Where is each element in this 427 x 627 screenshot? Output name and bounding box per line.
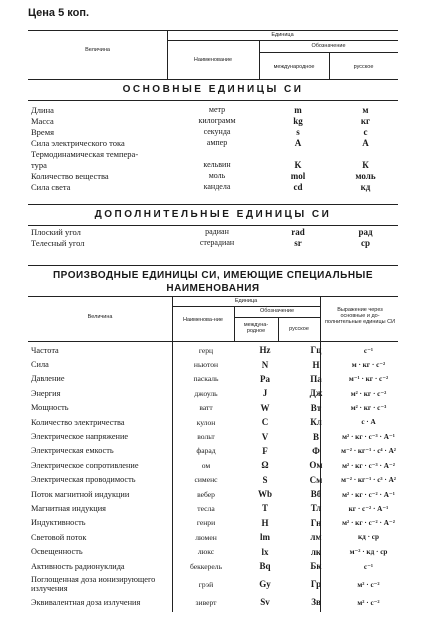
derived-row-n-cell: вебер (197, 489, 215, 499)
base-row-q-cell: Сила света (31, 181, 71, 192)
derived-header-russian: русское (289, 326, 309, 332)
header-international: международное (273, 64, 315, 70)
derived-row-n-cell: вольт (197, 432, 215, 442)
base-row-n-cell: ампер (206, 138, 228, 147)
header-designation: Обозначение (311, 43, 346, 49)
header-russian: русское (353, 64, 374, 70)
derived-row-e-cell: с⁻¹ (363, 562, 374, 571)
base-row-r-cell: кг (360, 115, 371, 126)
derived-row-q-cell: Поглощенная доза ионизирующего излучения (31, 575, 156, 594)
base-row-q-cell: Масса (31, 115, 54, 126)
derived-row-r-cell: См (309, 474, 323, 485)
derived-row-e-cell: м² · кг · с⁻² · А⁻² (342, 519, 395, 528)
derived-row (28, 343, 398, 357)
derived-row-n-cell: фарад (196, 446, 216, 456)
supp-row-q-cell: Плоский угол (31, 226, 81, 237)
base-rows (28, 104, 398, 192)
derived-row-n-cell: паскаль (193, 374, 219, 384)
derived-row-i-cell: Ω (261, 460, 269, 471)
derived-table-header (28, 296, 398, 342)
derived-row (28, 573, 398, 595)
base-section-title: ОСНОВНЫЕ ЕДИНИЦЫ СИ (122, 84, 304, 95)
derived-row (28, 401, 398, 415)
derived-row (28, 501, 398, 515)
derived-row (28, 595, 398, 609)
derived-row-e-cell: м² · кг · с⁻³ (350, 404, 387, 413)
derived-row-q-cell: Электрическое сопротивление (31, 460, 139, 470)
derived-row-r-cell: лм (310, 532, 322, 543)
derived-row-n-cell: генри (196, 518, 216, 528)
derived-row-r-cell: Ом (309, 460, 323, 471)
derived-header-expression: Выражение через основные и до-полнительные единицы СИ (324, 307, 396, 325)
base-row-i-cell: s (296, 126, 300, 137)
base-row-i-cell: cd (293, 181, 303, 192)
derived-header-international: междуна-родное (243, 322, 269, 334)
base-row (28, 104, 398, 115)
base-row-r-cell: А (362, 137, 369, 148)
base-row-i-cell: A (294, 137, 302, 148)
base-row-q-cell: тура (31, 159, 47, 170)
base-row (28, 159, 398, 170)
derived-row-e-cell: м² · кг · с⁻³ · А⁻¹ (342, 433, 395, 442)
derived-row-i-cell: W (260, 402, 270, 413)
derived-title-line1: ПРОИЗВОДНЫЕ ЕДИНИЦЫ СИ, ИМЕЮЩИЕ СПЕЦИАЛЬНЫЕ (52, 270, 373, 281)
derived-row (28, 530, 398, 544)
derived-row-q-cell: Магнитная индукция (31, 503, 106, 513)
derived-row-n-cell: грэй (198, 579, 214, 589)
derived-row-n-cell: люмен (195, 532, 217, 542)
derived-rows (28, 343, 398, 610)
derived-row-r-cell: Вт (310, 402, 322, 413)
base-row-n-cell: кандела (203, 182, 231, 191)
derived-row-r-cell: Кл (310, 417, 322, 428)
derived-row-r-cell: Гн (310, 517, 322, 528)
derived-row-q-cell: Световой поток (31, 532, 87, 542)
base-title-band (28, 79, 398, 101)
base-row (28, 126, 398, 137)
derived-row-r-cell: Вб (310, 489, 322, 500)
derived-row-r-cell: Дж (309, 388, 323, 399)
derived-row-e-cell: м⁻¹ · кг · с⁻² (348, 375, 389, 384)
supp-row (28, 226, 398, 237)
derived-row-e-cell: м² · с⁻² (357, 580, 380, 589)
derived-row-n-cell: ньютон (193, 360, 219, 370)
derived-row-e-cell: м² · кг · с⁻³ · А⁻² (342, 461, 395, 470)
derived-row-e-cell: м² · кг · с⁻² · А⁻¹ (342, 490, 395, 499)
supp-row-q-cell: Телесный угол (31, 237, 85, 248)
base-row-r-cell: моль (355, 170, 376, 181)
supp-row-r-cell: ср (361, 237, 370, 248)
supp-row-i-cell: sr (294, 237, 302, 248)
derived-row-e-cell: с⁻¹ (363, 346, 374, 355)
derived-row-e-cell: м · кг · с⁻² (351, 361, 386, 370)
derived-row-i-cell: lm (260, 532, 270, 543)
price-label: Цена 5 коп. (28, 7, 90, 19)
header-name: Наименование (193, 57, 233, 63)
derived-row-i-cell: V (261, 431, 269, 442)
derived-row-q-cell: Поток магнитной индукции (31, 489, 130, 499)
base-row (28, 170, 398, 181)
derived-row-q-cell: Электрическая проводимость (31, 475, 136, 485)
base-row-q-cell: Длина (31, 104, 54, 115)
derived-row-r-cell: Зв (311, 597, 321, 608)
supp-rows (28, 226, 398, 248)
derived-row-e-cell: м² · кг · с⁻² (350, 389, 387, 398)
derived-row-r-cell: Тл (310, 503, 322, 514)
derived-row-n-cell: сименс (194, 475, 218, 485)
derived-row-n-cell: тесла (197, 503, 215, 513)
derived-row-i-cell: Gy (259, 579, 271, 590)
supp-section-title: ДОПОЛНИТЕЛЬНЫЕ ЕДИНИЦЫ СИ (94, 209, 332, 220)
derived-row-i-cell: Hz (259, 345, 271, 356)
derived-row-q-cell: Электрическая емкость (31, 446, 114, 456)
derived-row-i-cell: T (261, 503, 268, 514)
base-row-r-cell: с (363, 126, 368, 137)
base-row-i-cell: kg (293, 115, 303, 126)
derived-row-q-cell: Эквивалентная доза излучения (31, 597, 141, 607)
derived-row-e-cell: м² · с⁻² (357, 598, 380, 607)
derived-row (28, 444, 398, 458)
supp-row-i-cell: rad (291, 226, 305, 237)
derived-row-i-cell: H (261, 517, 269, 528)
derived-row (28, 372, 398, 386)
derived-row (28, 357, 398, 371)
derived-row-n-cell: беккерель (189, 561, 223, 571)
base-row-n-cell: моль (208, 171, 226, 180)
base-row-n-cell: кельвин (203, 160, 231, 169)
derived-row-i-cell: Sv (260, 597, 270, 608)
derived-row-n-cell: герц (198, 345, 214, 355)
derived-row (28, 544, 398, 558)
derived-row-i-cell: S (262, 474, 268, 485)
derived-row-q-cell: Сила (31, 360, 49, 370)
derived-row (28, 516, 398, 530)
derived-row-i-cell: Pa (260, 373, 270, 384)
base-row-n-cell: секунда (203, 127, 231, 136)
supp-row-n-cell: стерадиан (199, 238, 235, 247)
base-row (28, 137, 398, 148)
derived-row-e-cell: кд · ср (358, 533, 379, 542)
base-row-r-cell: м (362, 104, 369, 115)
derived-row-i-cell: N (261, 359, 269, 370)
header-unit: Единица (271, 32, 294, 38)
derived-row-q-cell: Мощность (31, 403, 69, 413)
derived-header-name: Наименова-ние (183, 317, 223, 323)
base-table-header (28, 30, 398, 80)
base-row-n-cell: килограмм (198, 116, 236, 125)
derived-row-r-cell: Ф (312, 445, 320, 456)
base-row-i-cell: mol (290, 170, 306, 181)
derived-row-n-cell: ватт (199, 403, 213, 413)
derived-row-n-cell: зиверт (195, 597, 217, 607)
derived-row-n-cell: люкс (197, 547, 215, 557)
base-row-q-cell: Сила электрического тока (31, 137, 125, 148)
base-row (28, 181, 398, 192)
derived-row-i-cell: lx (261, 546, 269, 557)
derived-row-q-cell: Давление (31, 374, 65, 384)
derived-row-q-cell: Индуктивность (31, 518, 86, 528)
derived-row-i-cell: F (262, 445, 268, 456)
base-row-q-cell: Количество вещества (31, 170, 109, 181)
derived-row-e-cell: м⁻² · кг⁻¹ · с⁴ · А² (341, 447, 396, 456)
derived-row-r-cell: Па (310, 373, 322, 384)
derived-row-e-cell: м⁻² · кд · ср (349, 548, 388, 557)
derived-row (28, 473, 398, 487)
supp-title-band (28, 204, 398, 226)
base-row (28, 115, 398, 126)
header-quantity: Величина (85, 47, 110, 53)
derived-row-r-cell: Бк (310, 561, 322, 572)
derived-row-r-cell: Гр (310, 579, 322, 590)
base-row-i-cell: m (294, 104, 302, 115)
base-row-r-cell: К (362, 159, 369, 170)
derived-row-e-cell: кг · с⁻² · А⁻¹ (348, 504, 389, 513)
derived-row (28, 415, 398, 429)
derived-row-i-cell: J (262, 388, 268, 399)
derived-row-r-cell: лк (310, 546, 322, 557)
base-row (28, 148, 398, 159)
derived-row-n-cell: джоуль (194, 388, 218, 398)
derived-row-q-cell: Активность радионуклида (31, 561, 125, 571)
derived-row-i-cell: Wb (257, 489, 272, 500)
derived-row (28, 559, 398, 573)
derived-row-q-cell: Частота (31, 345, 59, 355)
derived-header-designation: Обозначение (259, 308, 294, 314)
derived-row-e-cell: м⁻² · кг⁻¹ · с³ · А² (341, 476, 396, 485)
supp-row (28, 237, 398, 248)
derived-title-line2: НАИМЕНОВАНИЯ (166, 283, 260, 294)
derived-row-q-cell: Освещенность (31, 547, 83, 557)
derived-row-e-cell: с · А (361, 418, 376, 427)
derived-header-quantity: Величина (87, 314, 113, 320)
derived-row-r-cell: Н (312, 359, 320, 370)
derived-row-q-cell: Энергия (31, 388, 61, 398)
derived-row-q-cell: Электрическое напряжение (31, 432, 129, 442)
base-row-r-cell: кд (360, 181, 371, 192)
derived-row-r-cell: В (312, 431, 319, 442)
base-row-i-cell: K (294, 159, 302, 170)
derived-row-n-cell: ом (201, 460, 211, 470)
derived-header-unit: Единица (234, 298, 258, 304)
derived-row (28, 429, 398, 443)
derived-row-q-cell: Количество электричества (31, 417, 125, 427)
derived-row-i-cell: Bq (259, 561, 271, 572)
base-row-q-cell: Термодинамическая темпера- (31, 148, 139, 159)
base-row-q-cell: Время (31, 126, 54, 137)
derived-row-n-cell: кулон (196, 417, 216, 427)
derived-row-i-cell: C (261, 417, 269, 428)
derived-title (28, 265, 398, 295)
supp-row-r-cell: рад (358, 226, 373, 237)
derived-row (28, 487, 398, 501)
base-row-n-cell: метр (208, 105, 226, 114)
supp-row-n-cell: радиан (205, 227, 229, 236)
derived-row-r-cell: Гц (310, 345, 322, 356)
derived-row (28, 386, 398, 400)
derived-row (28, 458, 398, 472)
